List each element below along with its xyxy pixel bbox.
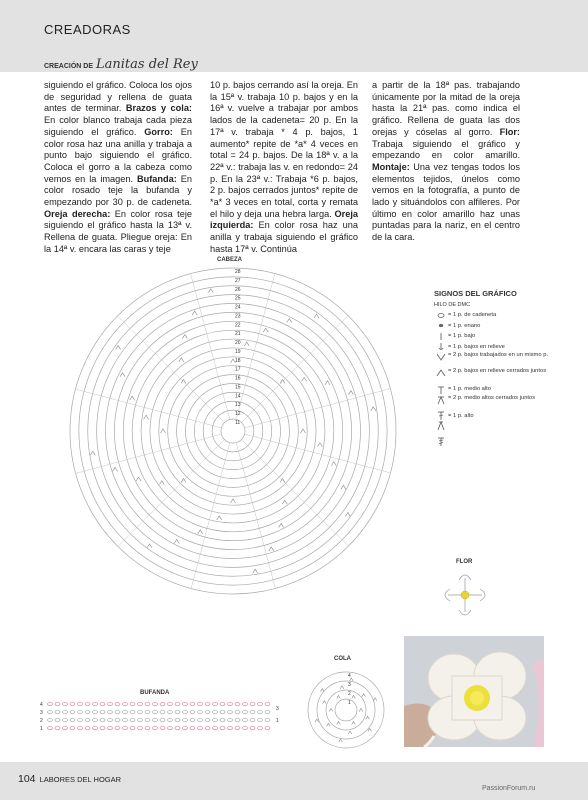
round-number: 25 (235, 295, 241, 302)
stitch-mark (136, 477, 141, 481)
bufanda-stitch (153, 719, 158, 722)
cola-stitch-mark (329, 709, 333, 712)
body-text: En color rosa teje siguiendo el gráfico hasta la 13ª v. Rellena de guata. Pliegue oreja: En la 14ª v. encara las caras y teje (44, 208, 192, 254)
round-number: 18 (235, 357, 241, 364)
bufanda-stitch (63, 719, 68, 722)
text-column-2 (210, 80, 358, 256)
bufanda-stitch (48, 711, 53, 714)
bufanda-stitch (213, 719, 218, 722)
bufanda-stitch (205, 727, 210, 730)
bufanda-stitch (243, 719, 248, 722)
section-heading: Gorro: (144, 126, 173, 137)
stitch-mark (120, 373, 125, 377)
body-text: Una vez tengas todos los elementos tejidos, únelos como vemos en la fotografía, a punto de lado y situándolos con alfileres. Por último en color amarillo haz unas puntadas para la nariz, en el centro de la cara. (372, 161, 520, 243)
round-number: 17 (235, 366, 241, 373)
stitch-mark (341, 485, 346, 489)
bufanda-stitch (85, 727, 90, 730)
stitch-mark (331, 462, 336, 466)
bufanda-stitch (108, 719, 113, 722)
body-text: siguiendo el gráfico. Coloca los ojos de seguridad y rellena de guata antes de terminar. (44, 80, 192, 114)
cola-round-number: 1 (348, 700, 351, 706)
section-heading: Montaje: (372, 161, 410, 172)
cola-stitch-mark (337, 696, 341, 699)
bufanda-stitch (130, 727, 135, 730)
stitch-mark (279, 523, 284, 527)
bufanda-stitch (160, 727, 165, 730)
legend-label: = 2 p. medio altos cerrados juntos (448, 394, 536, 401)
bufanda-stitch (243, 727, 248, 730)
cola-stitch-mark (348, 731, 352, 734)
legend-label: = 1 p. alto (448, 412, 474, 419)
section-heading: Brazos y cola: (125, 103, 192, 114)
stitch-mark (217, 516, 222, 520)
bufanda-stitch (78, 711, 83, 714)
bufanda-stitch (183, 703, 188, 706)
stitch-mark (179, 358, 184, 362)
bufanda-stitch (145, 727, 150, 730)
cola-round-number: 4 (348, 673, 351, 679)
bufanda-stitch (123, 703, 128, 706)
bufanda-stitch (258, 727, 263, 730)
round-number: 24 (235, 304, 241, 311)
round-ring (79, 277, 387, 585)
cola-stitch-mark (320, 689, 324, 692)
stitch-mark (244, 342, 249, 346)
bufanda-stitch (213, 711, 218, 714)
cola-stitch-mark (337, 721, 341, 724)
bufanda-stitch (243, 711, 248, 714)
stitch-mark (325, 381, 330, 385)
flor-diagram (440, 570, 490, 620)
stitch-mark (130, 396, 135, 400)
cola-stitch-mark (352, 696, 356, 699)
legend-item (434, 352, 554, 368)
bufanda-row-number: 1 (276, 718, 279, 724)
stitch-mark (317, 443, 322, 447)
bufanda-stitch (108, 711, 113, 714)
bufanda-stitch (145, 703, 150, 706)
body-text: En color rosado teje la bufanda y empezando por 30 p. de cadeneta. (44, 173, 192, 208)
half-double-crochet-icon (434, 385, 448, 394)
bufanda-stitch (70, 703, 75, 706)
bufanda-stitch (138, 727, 143, 730)
legend-item (434, 342, 554, 353)
single-crochet-icon (434, 332, 448, 341)
cola-ring (308, 672, 384, 748)
bufanda-stitch (168, 727, 173, 730)
bufanda-stitch (153, 727, 158, 730)
cola-stitch-mark (323, 701, 327, 704)
bufanda-stitch (78, 719, 83, 722)
watermark: PassionForum.ru (482, 785, 536, 792)
bufanda-stitch (160, 711, 165, 714)
treble-crochet-icon (434, 437, 448, 446)
bufanda-stitch (55, 703, 60, 706)
cola-round-number: 2 (348, 691, 351, 697)
bufanda-stitch (190, 727, 195, 730)
hdc-decrease-icon (434, 395, 448, 404)
body-text: En color rosa haz una anilla y trabaja a punto bajo siguiendo el gráfico. Coloca el gorro a la cabeza como vemos en la imagen. (44, 126, 192, 184)
bufanda-stitch (100, 703, 105, 706)
section-heading: Flor: (499, 126, 520, 137)
bufanda-stitch (258, 719, 263, 722)
bufanda-stitch (153, 711, 158, 714)
bufanda-stitch (250, 727, 255, 730)
bufanda-stitch (138, 719, 143, 722)
cola-round-number: 3 (348, 682, 351, 688)
bufanda-stitch (123, 719, 128, 722)
spoke (242, 439, 349, 546)
finished-piece-photo (404, 636, 544, 747)
bufanda-stitch (265, 719, 270, 722)
spoke (118, 440, 225, 547)
bufanda-stitch (145, 711, 150, 714)
credit-prefix: CREACIÓN DE (44, 63, 94, 70)
bufanda-stitch (235, 719, 240, 722)
cabeza-diagram (66, 264, 400, 598)
bufanda-stitch (228, 727, 233, 730)
bufanda-stitch (198, 727, 203, 730)
bufanda-stitch (63, 703, 68, 706)
stitch-mark (116, 346, 121, 350)
bufanda-stitch (48, 719, 53, 722)
magazine-name: LABORES DEL HOGAR (39, 775, 122, 784)
legend-item (434, 321, 554, 332)
bufanda-stitch (145, 719, 150, 722)
bufanda-stitch (78, 703, 83, 706)
stitch-mark (348, 391, 353, 395)
bufanda-stitch (93, 703, 98, 706)
round-number: 13 (235, 402, 241, 409)
page-number: 104 (18, 773, 36, 785)
round-number: 22 (235, 322, 241, 329)
footer (18, 773, 121, 785)
round-number: 23 (235, 313, 241, 320)
legend-label: = 1 p. de cadeneta (448, 312, 497, 319)
round-number: 28 (235, 269, 241, 275)
bufanda-stitch (85, 719, 90, 722)
stitch-mark (113, 467, 118, 471)
section-title: CREADORAS (44, 22, 131, 37)
stitch-legend (434, 289, 554, 453)
bufanda-stitch (220, 727, 225, 730)
bufanda-stitch (265, 703, 270, 706)
bufanda-stitch (265, 727, 270, 730)
text-column-1 (44, 80, 192, 256)
dc-cluster-icon (434, 421, 448, 430)
round-number: 12 (235, 411, 241, 418)
stitch-mark (231, 499, 236, 503)
body-text: a partir de la 18ª pas. trabajando únicamente por la mitad de la oreja hasta la 21ª pas. como indica el gráfico. Rellena de guata las dos orejas y cóselas al gorro. (372, 80, 520, 137)
bufanda-stitch (228, 703, 233, 706)
stitch-mark (314, 314, 319, 318)
bufanda-stitch (123, 711, 128, 714)
bufanda-row-number: 3 (40, 710, 43, 716)
stitch-mark (159, 481, 164, 485)
bufanda-stitch (55, 727, 60, 730)
bufanda-stitch (153, 703, 158, 706)
round-number: 11 (235, 420, 241, 426)
bufanda-diagram (40, 698, 290, 740)
stitch-mark (253, 569, 258, 573)
spoke (241, 316, 348, 423)
bufanda-stitch (63, 727, 68, 730)
bufanda-stitch (235, 711, 240, 714)
bufanda-stitch (205, 703, 210, 706)
bufanda-stitch (48, 727, 53, 730)
legend-label: = 2 p. bajos trabajados en un mismo p. (448, 352, 549, 358)
bufanda-stitch (55, 719, 60, 722)
cola-stitch-mark (327, 723, 331, 726)
bufanda-stitch (115, 703, 120, 706)
bufanda-stitch (100, 719, 105, 722)
bufanda-label: BUFANDA (140, 690, 170, 696)
bufanda-stitch (93, 727, 98, 730)
round-number: 27 (235, 277, 241, 284)
body-text: 10 p. bajos cerrando así la oreja. En la 15ª v. trabaja 10 p. bajos y en la 16ª v. vuelve a trabajar por ambos lados de la cadeneta= 20 p. En la 17ª v. trabaja * 4 p. bajos, 1 aumento* repite de *a* 4 veces en total = 24 p. bajos. De la 18ª v. a la 22ª v.: trabaja las v. en redondo= 24 p. En la 23ª v.: Trabaja *6 p. bajos, 2 p. bajos cerrados juntos* repite de *a* 3 veces en total, corta y remata el hilo y deja una hebra larga. (210, 80, 358, 219)
bufanda-stitch (130, 703, 135, 706)
bufanda-stitch (100, 711, 105, 714)
stitch-mark (208, 289, 213, 293)
bufanda-stitch (250, 711, 255, 714)
legend-item (434, 411, 554, 422)
legend-label: = 2 p. bajos en relieve cerrados juntos (448, 368, 547, 374)
decrease-icon (434, 368, 448, 377)
bufanda-stitch (168, 703, 173, 706)
stitch-mark (182, 335, 187, 339)
cola-stitch-mark (368, 728, 372, 731)
bufanda-stitch (160, 703, 165, 706)
bufanda-stitch (175, 727, 180, 730)
stitch-mark (301, 429, 306, 433)
bufanda-stitch (183, 719, 188, 722)
bufanda-stitch (130, 711, 135, 714)
bufanda-stitch (220, 703, 225, 706)
bufanda-stitch (243, 703, 248, 706)
bufanda-stitch (168, 719, 173, 722)
bufanda-stitch (78, 727, 83, 730)
body-text: En color blanco trabaja cada pieza siguiendo el gráfico. (44, 115, 192, 137)
cola-stitch-mark (339, 739, 343, 742)
bufanda-stitch (250, 703, 255, 706)
round-ring (88, 286, 378, 576)
stitch-mark (198, 530, 203, 534)
slip-stitch-icon (434, 321, 448, 330)
cola-ring (335, 699, 357, 721)
body-text: En color rosa haz una anilla y trabaja siguiendo el gráfico hasta 17ª v. Continúa (210, 220, 358, 254)
stitch-mark (345, 512, 350, 516)
legend-subtitle: HILO DE DMC (434, 302, 471, 308)
legend-label: = 1 p. bajo (448, 333, 476, 340)
bufanda-stitch (175, 719, 180, 722)
bufanda-stitch (175, 703, 180, 706)
bufanda-stitch (115, 711, 120, 714)
stitch-mark (147, 544, 152, 548)
bufanda-stitch (198, 711, 203, 714)
bufanda-stitch (48, 703, 53, 706)
bufanda-stitch (190, 703, 195, 706)
bufanda-stitch (220, 711, 225, 714)
bufanda-stitch (250, 719, 255, 722)
bufanda-stitch (63, 711, 68, 714)
spoke (118, 316, 225, 423)
section-heading: Oreja izquierda: (210, 208, 358, 231)
legend-item (434, 395, 554, 411)
bufanda-stitch (235, 703, 240, 706)
bufanda-stitch (130, 719, 135, 722)
credit-name: Lanitas del Rey (96, 57, 198, 72)
bufanda-stitch (183, 727, 188, 730)
bufanda-stitch (198, 719, 203, 722)
legend-item (434, 384, 554, 395)
cola-stitch-mark (373, 698, 377, 701)
stitch-mark (192, 311, 197, 315)
bufanda-stitch (228, 711, 233, 714)
bufanda-stitch (85, 711, 90, 714)
legend-item (434, 331, 554, 342)
bufanda-stitch (160, 719, 165, 722)
section-heading: Bufanda: (136, 173, 177, 184)
bufanda-row-number: 4 (40, 702, 43, 708)
bufanda-stitch (258, 711, 263, 714)
cola-stitch-mark (352, 721, 356, 724)
bufanda-stitch (213, 727, 218, 730)
round-ring (70, 268, 396, 594)
legend-title: SIGNOS DEL GRÁFICO (434, 289, 517, 298)
round-number: 19 (235, 348, 241, 355)
stitch-mark (90, 451, 95, 455)
bufanda-stitch (205, 719, 210, 722)
round-number: 20 (235, 340, 241, 347)
bufanda-stitch (190, 719, 195, 722)
section-heading: Oreja derecha: (44, 208, 111, 219)
round-number: 16 (235, 375, 241, 382)
body-text: Trabaja siguiendo el gráfico y empezando en color amarillo. (372, 138, 520, 161)
round-number: 21 (235, 331, 241, 338)
text-column-3 (372, 80, 520, 244)
cabeza-label: CABEZA (217, 257, 242, 263)
bufanda-stitch (93, 711, 98, 714)
bufanda-stitch (123, 727, 128, 730)
stitch-mark (269, 547, 274, 551)
bufanda-stitch (100, 727, 105, 730)
bufanda-row-number: 3 (276, 706, 279, 712)
stitch-mark (161, 429, 166, 433)
round-number: 26 (235, 286, 241, 293)
bufanda-stitch (198, 703, 203, 706)
cola-stitch-mark (340, 686, 344, 689)
bufanda-stitch (205, 711, 210, 714)
cola-label: COLA (334, 656, 351, 662)
chain-stitch-icon (434, 311, 448, 320)
bufanda-stitch (265, 711, 270, 714)
round-number: 14 (235, 393, 241, 400)
bufanda-stitch (190, 711, 195, 714)
bufanda-stitch (70, 727, 75, 730)
cola-stitch-mark (362, 694, 366, 697)
legend-item (434, 310, 554, 321)
bufanda-stitch (235, 727, 240, 730)
cola-stitch-mark (315, 719, 319, 722)
bufanda-stitch (115, 719, 120, 722)
stitch-mark (144, 415, 149, 419)
bufanda-stitch (93, 719, 98, 722)
bufanda-stitch (108, 727, 113, 730)
relief-single-crochet-icon (434, 342, 448, 351)
legend-label: = 1 p. bajos en relieve (448, 343, 505, 350)
credit-line (44, 57, 198, 72)
legend-label: = 1 p. enano (448, 322, 481, 329)
bufanda-stitch (213, 703, 218, 706)
bufanda-stitch (175, 711, 180, 714)
stitch-mark (287, 319, 292, 323)
bufanda-stitch (85, 703, 90, 706)
bufanda-stitch (228, 719, 233, 722)
bufanda-stitch (138, 703, 143, 706)
stitch-mark (371, 407, 376, 411)
legend-item (434, 368, 554, 384)
round-number: 15 (235, 384, 241, 391)
bufanda-stitch (220, 719, 225, 722)
legend-item (434, 421, 554, 437)
cola-diagram (300, 664, 398, 752)
stitch-mark (263, 328, 268, 332)
bufanda-stitch (70, 711, 75, 714)
bufanda-row-number: 1 (40, 726, 43, 732)
legend-label: = 1 p. medio alto (448, 386, 492, 393)
legend-item (434, 437, 554, 453)
cola-stitch-mark (359, 709, 363, 712)
bufanda-stitch (258, 703, 263, 706)
stitch-mark (282, 500, 287, 504)
bufanda-stitch (168, 711, 173, 714)
bufanda-row-number: 2 (40, 718, 43, 724)
round-ring (221, 419, 245, 443)
increase-icon (434, 352, 448, 361)
flor-label: FLOR (456, 559, 473, 565)
bufanda-stitch (70, 719, 75, 722)
bufanda-stitch (108, 703, 113, 706)
bufanda-stitch (55, 711, 60, 714)
double-crochet-icon (434, 411, 448, 420)
bufanda-stitch (115, 727, 120, 730)
bufanda-stitch (138, 711, 143, 714)
stitch-mark (302, 377, 307, 381)
bufanda-stitch (183, 711, 188, 714)
stitch-mark (174, 539, 179, 543)
crochet-flower-image (404, 636, 544, 747)
cola-stitch-mark (366, 716, 370, 719)
